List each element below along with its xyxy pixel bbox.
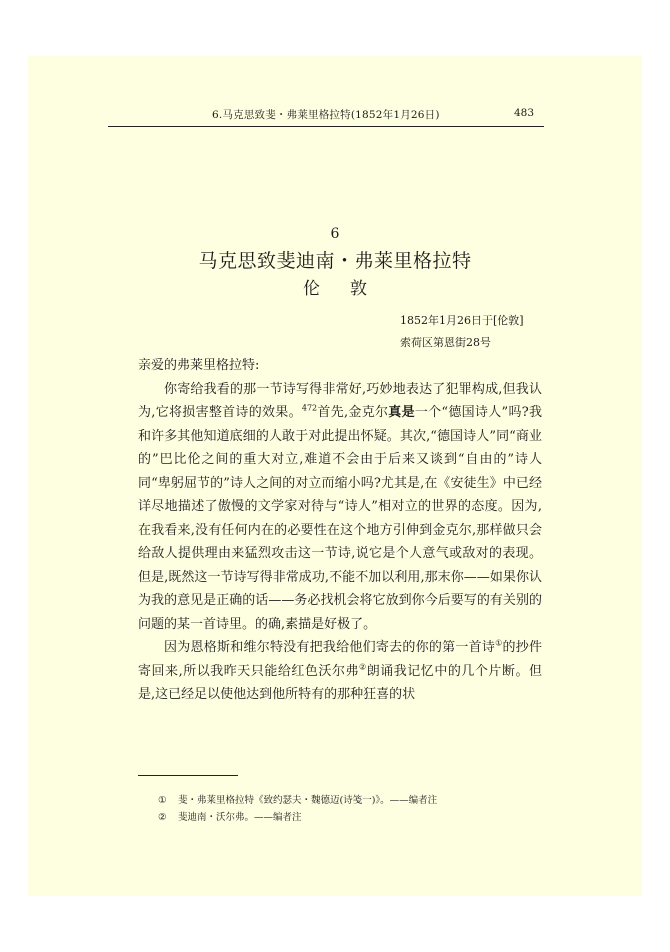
dateline-date: 1852年1月26日于[伦敦] (400, 314, 524, 327)
footnote-text: 斐・弗莱里格拉特《致约瑟夫・魏德迈(诗笺一)》。——编者注 (178, 795, 438, 806)
header-title: 6.马克思致斐・弗莱里格拉特(1852年1月26日) (212, 109, 440, 121)
footnote-mark: ② (158, 812, 167, 823)
dateline-address: 索荷区第恩街28号 (400, 336, 491, 349)
footnotes (158, 792, 538, 826)
letter-body (138, 354, 542, 707)
article-title: 马克思致斐迪南・弗莱里格拉特 (198, 250, 472, 272)
p1-emphasis: 真是 (388, 405, 415, 420)
p2-text-a: 因为恩格斯和维尔特没有把我给他们寄去的你的第一首诗 (164, 640, 496, 655)
footnote-item (158, 809, 538, 826)
paragraph-1 (138, 378, 542, 637)
running-header (108, 104, 544, 127)
footnote-text: 斐迪南・沃尔弗。——编者注 (178, 812, 302, 823)
footnote-mark: ① (158, 795, 167, 806)
p1-text-b: 首先,金克尔 (317, 405, 389, 420)
page-number: 483 (513, 107, 534, 119)
article-place: 伦敦 (303, 279, 397, 299)
p2-text-c: 朗诵我记忆中的几个片断。但是,这已经足以使他达到他所特有的那种狂喜的状 (138, 663, 542, 702)
p2-text-b: 的抄件寄回来,所以我昨天只能给红色沃尔弗 (138, 640, 542, 679)
footnote-mark-1: ① (495, 638, 503, 648)
p1-text-c: 一个“德国诗人”吗?我和许多其他知道底细的人敢于对此提出怀疑。其次,“德国诗人”同“商业的”巴比伦之间的重大对立,难道不会由于后来又谈到“自由的”诗人同“卑躬屈节的”诗人之间的对立而缩小吗?尤其是,在《安徒生》中已经详尽地描述了傲慢的文学家对待与“诗人”相对立的世界的态度。因为,在我看来,没有任何内在的必要性在这个地方引伸到金克尔,那样做只会给敌人提供理由来猛烈攻击这一节诗,说它是个人意气或敌对的表现。但是,既然这一节诗写得非常成功,不能不加以利用,那末你——如果你认为我的意见是正确的话——务必找机会将它放到你今后要写的有关别的问题的某一首诗里。的确,素描是好极了。 (138, 405, 542, 632)
article-number: 6 (330, 226, 340, 242)
salutation: 亲爱的弗莱里格拉特: (138, 358, 260, 373)
reference-mark: 472 (301, 403, 318, 413)
footnote-item (158, 792, 538, 809)
p1-text-a: 你寄给我看的那一节诗写得非常好,巧妙地表达了犯罪构成,但我认为,它将损害整首诗的效果。 (138, 381, 542, 420)
footnote-divider (138, 775, 238, 776)
paragraph-2 (138, 636, 542, 707)
footnote-mark-2: ② (359, 662, 367, 672)
